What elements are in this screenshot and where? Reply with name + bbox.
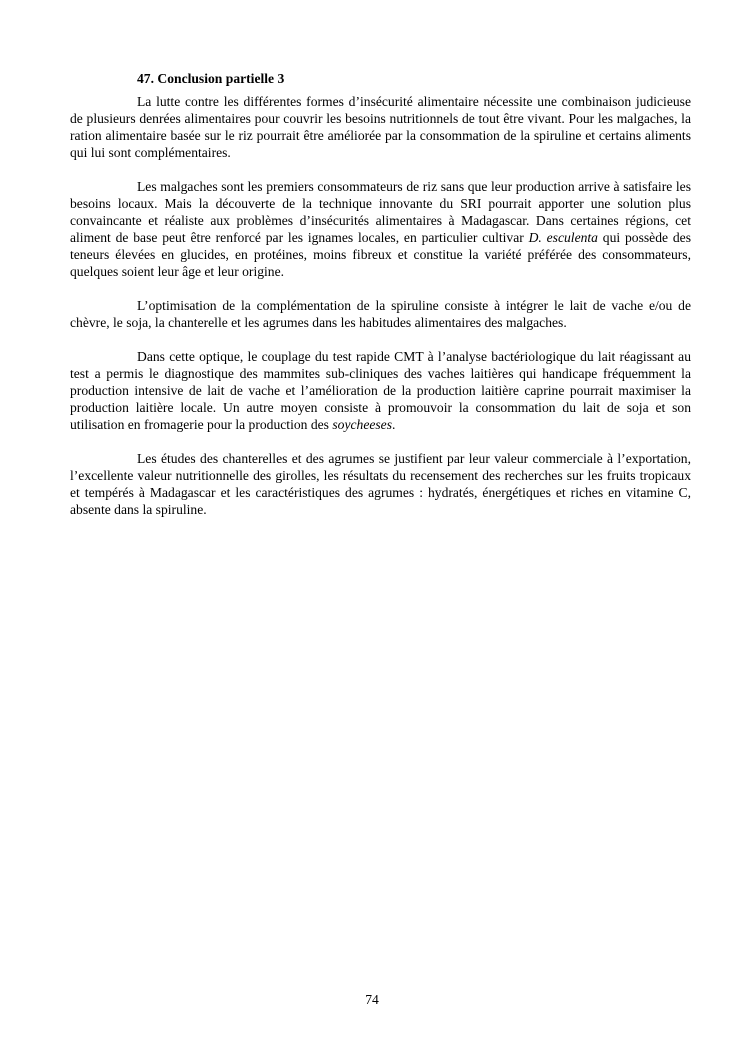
paragraph-2 — [70, 178, 691, 280]
paragraph-2-text-b: qui possède des teneurs élevées en glucides, en protéines, moins fibreux et constitue la variété préférée des consommateurs, quelques soient leur âge et leur origine. — [70, 230, 691, 279]
paragraph-1: La lutte contre les différentes formes d’insécurité alimentaire nécessite une combinaison judicieuse de plusieurs denrées alimentaires pour couvrir les besoins nutritionnels de tout être vivant. Pour les malgaches, la ration alimentaire basée sur le riz pourrait être améliorée par la consommation de la spiruline et certains aliments qui lui sont complémentaires. — [70, 94, 691, 160]
paragraph-4-text-b: . — [392, 417, 396, 432]
paragraph-3: L’optimisation de la complémentation de la spiruline consiste à intégrer le lait de vache e/ou de chèvre, le soja, la chanterelle et les agrumes dans les habitudes alimentaires des malgaches. — [70, 298, 691, 330]
paragraph-4-text-a: Dans cette optique, le couplage du test rapide CMT à l’analyse bactériologique du lait réagissant au test a permis le diagnostique des mammites sub-cliniques des vaches laitières qui handicape fréquemment la production intensive de lait de vache et l’amélioration de la production laitière caprine pourrait maximiser la production laitière locale. Un autre moyen consiste à promouvoir la consommation du lait de soja et son utilisation en fromagerie pour la production des — [70, 349, 691, 432]
page-number: 74 — [365, 992, 379, 1007]
paragraph-2-species-name: D. esculenta — [528, 230, 598, 245]
paragraph-4-italic-term: soycheeses — [332, 417, 393, 432]
section-heading: 47. Conclusion partielle 3 — [137, 71, 285, 86]
paragraph-5: Les études des chanterelles et des agrumes se justifient par leur valeur commerciale à l’exportation, l’excellente valeur nutritionnelle des girolles, les résultats du recensement des recherches sur les fruits tropicaux et tempérés à Madagascar et les caractéristiques des agrumes : hydratés, énergétiques et riches en vitamine C, absente dans la spiruline. — [70, 451, 691, 517]
document-body — [70, 70, 691, 535]
paragraph-2-text-a: Les malgaches sont les premiers consommateurs de riz sans que leur production arrive à satisfaire les besoins locaux. Mais la découverte de la technique innovante du SRI pourrait apporter une solution plus convaincante et réaliste aux problèmes d’insécurités alimentaires à Madagascar. Dans certaines régions, cet aliment de base peut être renforcé par les ignames locales, en particulier cultivar — [70, 179, 691, 245]
paragraph-4 — [70, 348, 691, 433]
